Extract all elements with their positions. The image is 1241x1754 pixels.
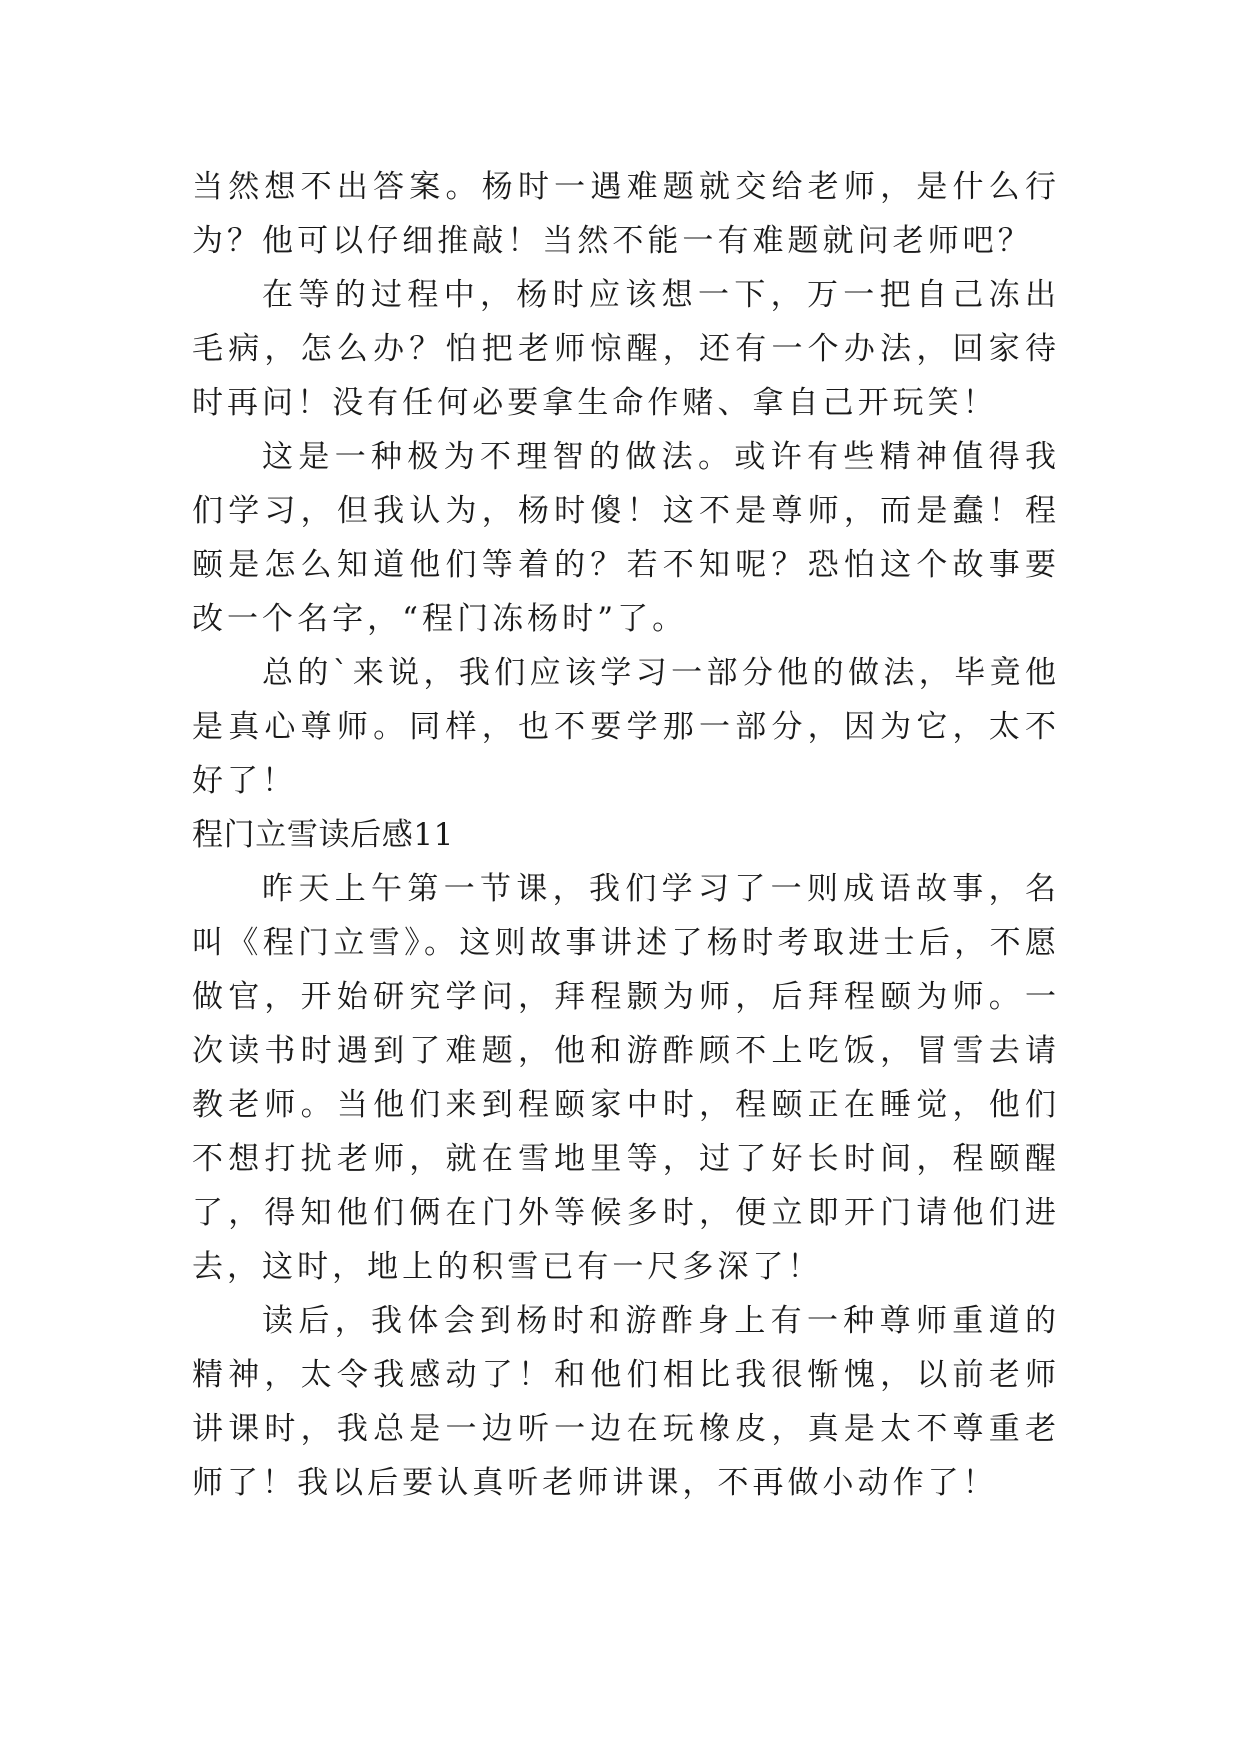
paragraph-3: 这是一种极为不理智的做法。或许有些精神值得我们学习，但我认为，杨时傻！这不是尊师，而是蠢！程颐是怎么知道他们等着的？若不知呢？恐怕这个故事要改一个名字，“程门冻杨时”了。: [192, 439, 1060, 637]
section-heading: 程门立雪读后感11: [192, 817, 455, 853]
paragraph-2: 在等的过程中，杨时应该想一下，万一把自己冻出毛病，怎么办？怕把老师惊醒，还有一个办法，回家待时再问！没有任何必要拿生命作赌、拿自己开玩笑！: [192, 277, 1060, 421]
paragraph-4: 总的`来说，我们应该学习一部分他的做法，毕竟他是真心尊师。同样，也不要学那一部分，因为它，太不好了！: [192, 655, 1060, 799]
paragraph-1: 当然想不出答案。杨时一遇难题就交给老师，是什么行为？他可以仔细推敲！当然不能一有难题就问老师吧？: [192, 169, 1060, 259]
document-page: [192, 160, 1060, 1510]
paragraph-5: 昨天上午第一节课，我们学习了一则成语故事，名叫《程门立雪》。这则故事讲述了杨时考取进士后，不愿做官，开始研究学问，拜程颢为师，后拜程颐为师。一次读书时遇到了难题，他和游酢顾不上吃饭，冒雪去请教老师。当他们来到程颐家中时，程颐正在睡觉，他们不想打扰老师，就在雪地里等，过了好长时间，程颐醒了，得知他们俩在门外等候多时，便立即开门请他们进去，这时，地上的积雪已有一尺多深了！: [192, 871, 1060, 1285]
paragraph-6: 读后，我体会到杨时和游酢身上有一种尊师重道的精神，太令我感动了！和他们相比我很惭愧，以前老师讲课时，我总是一边听一边在玩橡皮，真是太不尊重老师了！我以后要认真听老师讲课，不再做小动作了！: [192, 1303, 1060, 1501]
